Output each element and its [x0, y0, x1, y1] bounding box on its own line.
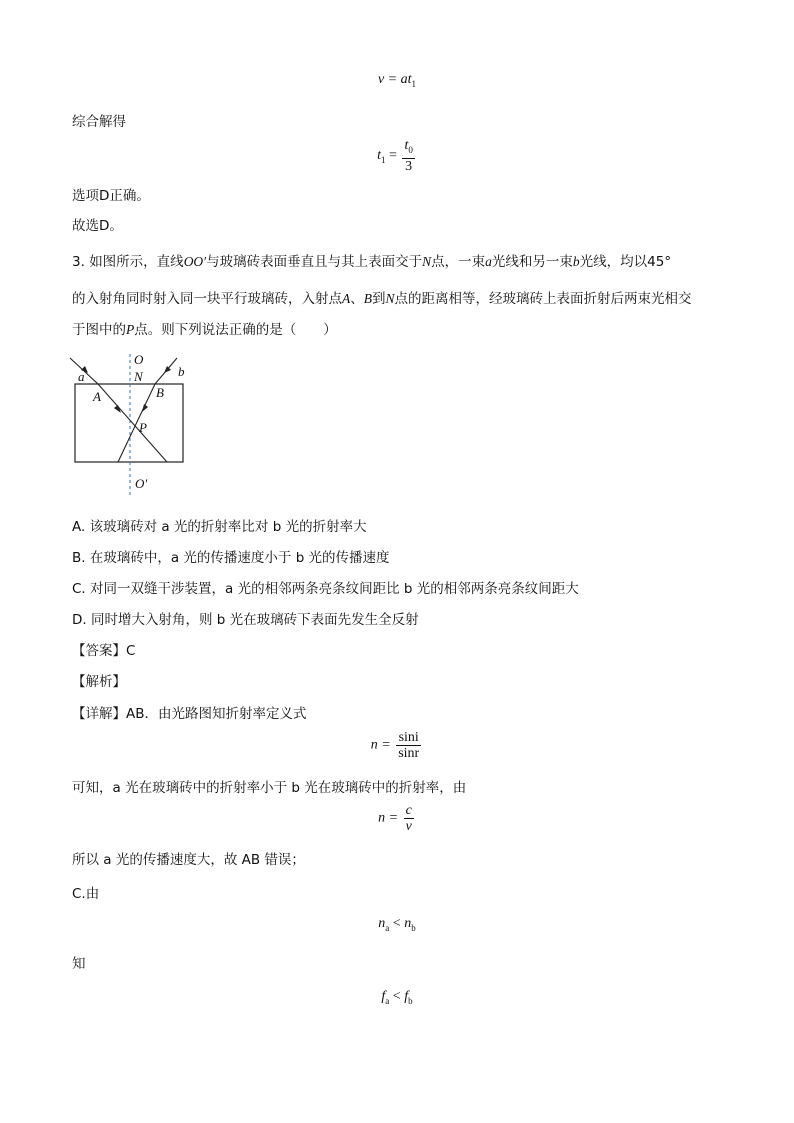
equation-v-main: v = at: [377, 72, 412, 87]
detail-line: [72, 702, 307, 722]
q-text: 的入射角同时射入同一块平行玻璃砖，入射点: [72, 291, 342, 307]
fb-symbol: f: [404, 989, 409, 1004]
q-var-a: a: [485, 254, 492, 269]
t1-fraction: [402, 138, 414, 174]
equation-v-subscript: 1: [411, 78, 417, 89]
n-symbol-2: n =: [378, 810, 399, 826]
q-text: 点。则下列说法正确的是（ ）: [134, 322, 337, 338]
label-b: b: [178, 364, 185, 379]
q-text: 如图所示，直线: [89, 254, 184, 270]
q-text: 点的距离相等，经玻璃砖上表面折射后两束光相交: [394, 291, 692, 307]
label-a: a: [78, 369, 85, 384]
c-symbol: c: [405, 803, 412, 818]
less-than-2: <: [389, 989, 405, 1004]
label-A: A: [93, 389, 101, 404]
option-c: C. 对同一双缝干涉装置，a 光的相邻两条亮条纹间距比 b 光的相邻两条亮条纹间距大: [72, 581, 579, 597]
q-text: 与玻璃砖表面垂直且与其上表面交于: [206, 254, 423, 270]
t0-symbol: t: [404, 138, 409, 153]
analysis-label: 【解析】: [72, 674, 126, 690]
answer-value: C: [126, 643, 136, 659]
na-symbol: n: [378, 916, 386, 931]
n-cv-fraction: [404, 803, 414, 834]
nb-symbol: n: [404, 916, 412, 931]
q-text: 、: [350, 291, 364, 307]
v-symbol: v: [405, 819, 412, 834]
question-line-3: [72, 318, 337, 338]
equation-t1: $t_1$ = $\frac{t_0}{3}$: [377, 138, 413, 174]
label-O: O: [134, 352, 144, 367]
question-line-1: [72, 250, 671, 270]
n-symbol: n =: [370, 737, 391, 753]
t0-subscript: 0: [408, 144, 413, 155]
label-O-prime: O′: [135, 476, 148, 491]
q-text: 光线和另一束: [491, 254, 573, 270]
fa-symbol: f: [381, 989, 386, 1004]
question-line-2: [72, 287, 692, 307]
ray-b-refracted: [118, 384, 155, 462]
q-var-B: B: [363, 291, 372, 306]
q-text: 点，一束: [431, 254, 486, 270]
equation-na-nb: [0, 916, 794, 933]
option-d-correct: 选项D正确。: [72, 188, 150, 204]
q-text: 到: [372, 291, 386, 307]
ray-b-arrow-inside: [142, 404, 148, 412]
na-subscript: a: [385, 922, 390, 933]
sin-i: sini: [396, 730, 421, 746]
less-than: <: [389, 916, 405, 931]
detail-text: AB．由光路图知折射率定义式: [126, 706, 307, 722]
text-speed: 所以 a 光的传播速度大，故 AB 错误；: [72, 852, 305, 868]
label-N: N: [134, 369, 143, 384]
sin-r: sinr: [398, 746, 420, 761]
fb-subscript: b: [408, 995, 413, 1006]
q-var-A: A: [342, 291, 351, 306]
answer-line: [72, 639, 135, 659]
answer-label: 【答案】: [72, 643, 126, 659]
t1-symbol: t: [377, 148, 382, 164]
option-a: A. 该玻璃砖对 a 光的折射率比对 b 光的折射率大: [72, 519, 367, 535]
label-B: B: [156, 385, 164, 400]
question-number: 3.: [72, 254, 85, 270]
q-text: 光线，均以45°: [579, 254, 672, 270]
text-c-by: C.由: [72, 886, 100, 902]
q-var-n: N: [422, 254, 432, 269]
solve-text: 综合解得: [72, 114, 126, 130]
q-var-P: P: [126, 322, 135, 337]
glass-block: [75, 384, 183, 462]
equation-v: [0, 72, 794, 89]
q-var-oo: OO′: [183, 254, 207, 269]
t1-denominator: 3: [405, 158, 413, 174]
option-b: B. 在玻璃砖中，a 光的传播速度小于 b 光的传播速度: [72, 550, 390, 566]
text-compare: 可知，a 光在玻璃砖中的折射率小于 b 光在玻璃砖中的折射率，由: [72, 780, 467, 796]
t1-subscript: 1: [381, 154, 386, 165]
q-var-b: b: [572, 254, 580, 269]
optics-figure: [60, 350, 210, 500]
q-text: 于图中的: [72, 322, 126, 338]
equation-n-cv: [0, 803, 794, 834]
text-know: 知: [72, 956, 86, 972]
equation-n-sin: [0, 730, 794, 761]
label-P: P: [139, 420, 147, 435]
equation-fa-fb: [0, 989, 794, 1006]
n-sin-fraction: [396, 730, 421, 761]
choose-d: 故选D。: [72, 218, 123, 234]
option-d: D. 同时增大入射角，则 b 光在玻璃砖下表面先发生全反射: [72, 612, 419, 628]
q-var-N: N: [385, 291, 395, 306]
fa-subscript: a: [385, 995, 390, 1006]
detail-label: 【详解】: [72, 706, 126, 722]
nb-subscript: b: [411, 922, 416, 933]
